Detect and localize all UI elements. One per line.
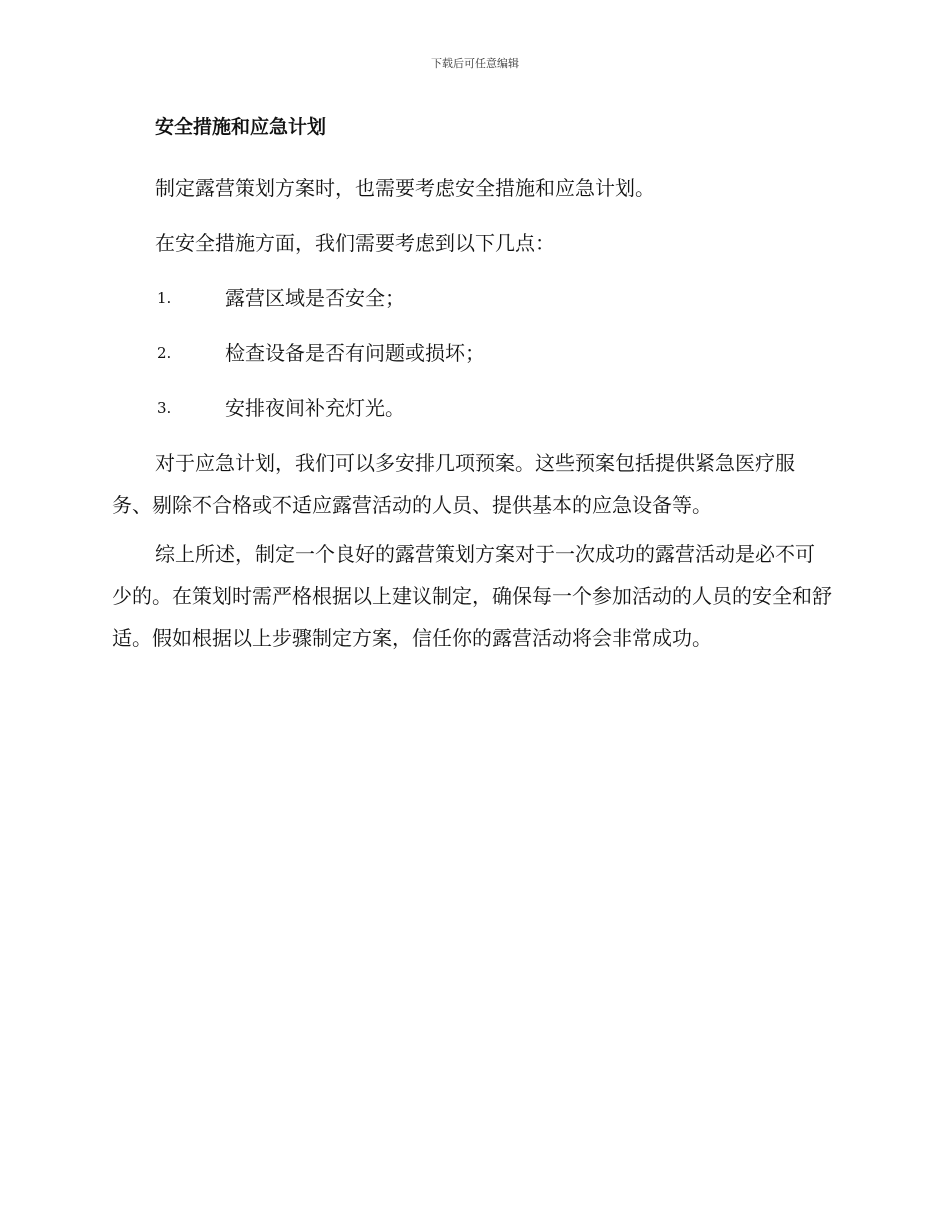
emergency-plan-paragraph: 对于应急计划，我们可以多安排几项预案。这些预案包括提供紧急医疗服务、剔除不合格或不适应露营活动的人员、提供基本的应急设备等。 (112, 451, 795, 517)
list-item-number: 3. (157, 399, 172, 417)
list-item-text: 安排夜间补充灯光。 (225, 396, 405, 420)
list-item (112, 277, 832, 319)
summary-paragraph: 综上所述，制定一个良好的露营策划方案对于一次成功的露营活动是必不可少的。在策划时需严格根据以上建议制定，确保每一个参加活动的人员的安全和舒适。假如根据以上步骤制定方案，信任你的露营活动将会非常成功。 (112, 542, 832, 650)
intro-paragraph: 制定露营策划方案时，也需要考虑安全措施和应急计划。 (155, 176, 655, 200)
list-item (112, 332, 832, 374)
section-heading: 安全措施和应急计划 (155, 116, 327, 138)
page-header-note: 下载后可任意编辑 (431, 57, 519, 70)
list-item-text: 露营区域是否安全； (225, 286, 405, 310)
list-item-text: 检查设备是否有问题或损坏； (225, 341, 485, 365)
measures-intro-paragraph: 在安全措施方面，我们需要考虑到以下几点： (155, 231, 555, 255)
list-item-number: 1. (157, 289, 172, 307)
document-body (112, 112, 832, 659)
list-item-number: 2. (157, 344, 172, 362)
list-item (112, 387, 832, 429)
safety-measures-list (112, 277, 832, 429)
